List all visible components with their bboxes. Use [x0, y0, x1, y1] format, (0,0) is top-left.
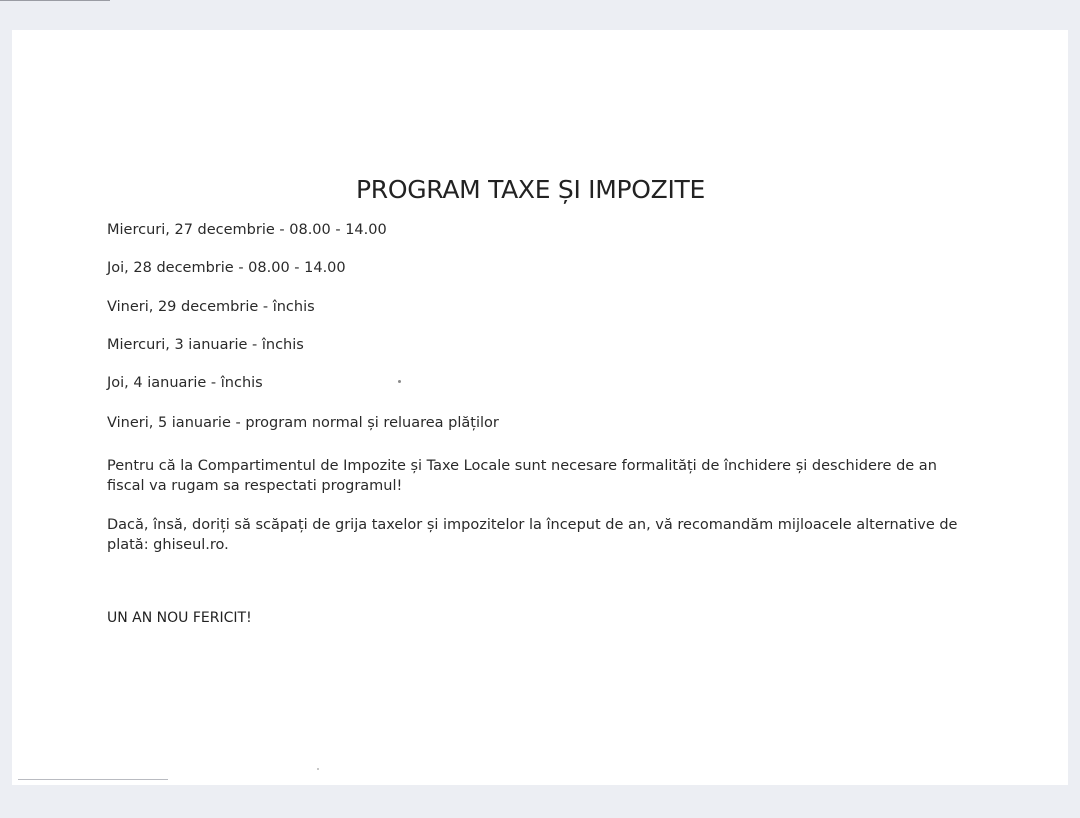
schedule-line: Joi, 28 decembrie - 08.00 - 14.00 — [107, 260, 346, 276]
schedule-line: Vineri, 29 decembrie - închis — [107, 299, 315, 315]
schedule-line: Joi, 4 ianuarie - închis — [107, 375, 263, 391]
document-title: PROGRAM TAXE ȘI IMPOZITE — [356, 175, 706, 204]
schedule-line: Vineri, 5 ianuarie - program normal și reluarea plăților — [107, 415, 499, 431]
scan-speck — [398, 380, 401, 383]
scan-edge-bottom — [18, 779, 168, 780]
scan-speck — [317, 768, 319, 770]
closing-greeting: UN AN NOU FERICIT! — [107, 610, 252, 626]
schedule-line: Miercuri, 3 ianuarie - închis — [107, 337, 304, 353]
payment-paragraph: Dacă, însă, doriți să scăpați de grija taxelor și impozitelor la început de an, vă recomandăm mijloacele alternative de plată: ghiseul.ro. — [107, 517, 958, 553]
scan-edge-top — [0, 0, 110, 1]
notice-paragraph: Pentru că la Compartimentul de Impozite și Taxe Locale sunt necesare formalități de închidere și deschidere de an fiscal va rugam sa respectati programul! — [107, 458, 937, 494]
scanned-page — [12, 30, 1068, 785]
schedule-line: Miercuri, 27 decembrie - 08.00 - 14.00 — [107, 222, 387, 238]
